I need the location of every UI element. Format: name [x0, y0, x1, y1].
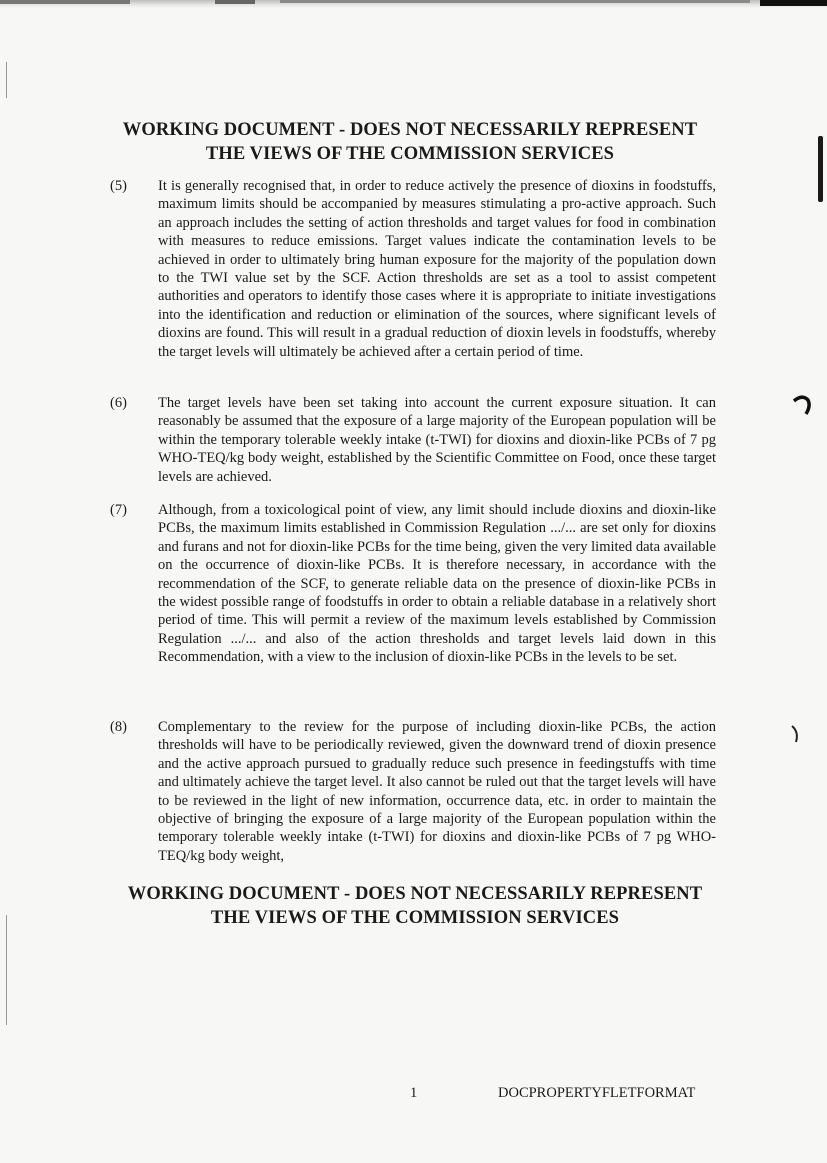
paragraph-7 — [110, 501, 718, 667]
paragraph-number: (6) — [110, 395, 127, 411]
paragraph-number: (7) — [110, 502, 127, 518]
header-banner-bottom — [65, 882, 765, 930]
paragraph-text: The target levels have been set taking into account the current exposure situation. It can reasonably be assumed that the exposure of a large majority of the European population will be within the temporary tolerable weekly intake (t-TWI) for dioxins and dioxin-like PCBs of 7 pg WHO-TEQ/kg body weight, established by the Scientific Committee on Food, once these target levels are achieved. — [158, 395, 716, 485]
scan-top-bar-long — [280, 0, 750, 3]
left-edge-mark-1 — [6, 62, 7, 98]
right-margin-hole-mark-2 — [789, 724, 803, 746]
paragraph-number: (5) — [110, 178, 127, 194]
scan-top-bar-right — [760, 0, 827, 6]
paragraph-number: (8) — [110, 719, 127, 735]
right-edge-mark — [818, 136, 823, 202]
paragraph-text: Complementary to the review for the purpose of including dioxin-like PCBs, the action thresholds will have to be periodically reviewed, given the downward trend of dioxin presence and the active approach pursued to gradually reduce such presence in feedingstuffs with time and ultimately achieve the target level. It also cannot be ruled out that the target levels will have to be reviewed in the light of new information, occurrence data, etc. in order to maintain the objective of bringing the exposure of a large majority of the European population within the temporary tolerable weekly intake (t-TWI) for dioxins and dioxin-like PCBs of 7 pg WHO-TEQ/kg body weight, — [158, 719, 716, 864]
page-number: 1 — [410, 1085, 418, 1101]
header-line-1: WORKING DOCUMENT - DOES NOT NECESSARILY REPRESENT — [122, 120, 698, 140]
paragraph-5 — [110, 177, 718, 361]
left-edge-mark-2 — [6, 915, 7, 1025]
paragraph-text: It is generally recognised that, in order to reduce actively the presence of dioxins in foodstuffs, maximum limits should be accompanied by measures stimulating a pro-active approach. Such an approach includes the setting of action thresholds and target values for food in combination with measures to reduce emissions. Target values indicate the contamination levels to be achieved in order to ultimately bring human exposure for the majority of the population down to the TWI value set by the SCF. Action thresholds are set as a tool to assist competent authorities and operators to identify those cases where it is appropriate to initiate investigations into the identification and reduction or elimination of the sources, where significant levels of dioxins are found. This will result in a gradual reduction of dioxin levels in foodstuffs, whereby the target levels will ultimately be achieved after a certain period of time. — [158, 178, 716, 360]
header-line-1: WORKING DOCUMENT - DOES NOT NECESSARILY REPRESENT — [127, 884, 703, 904]
header-banner-top — [60, 118, 760, 166]
paragraph-text: Although, from a toxicological point of view, any limit should include dioxins and dioxin-like PCBs, the maximum limits established in Commission Regulation .../... are set only for dioxins and furans and not for dioxin-like PCBs for the time being, given the very limited data available on the occurrence of dioxin-like PCBs. It is therefore necessary, in accordance with the recommendation of the SCF, to generate reliable data on the presence of dioxin-like PCBs in the widest possible range of foodstuffs in order to obtain a reliable database in a relatively short period of time. This will permit a review of the maximum levels established by Commission Regulation .../... and also of the action thresholds and target levels laid down in this Recommendation, with a view to the inclusion of dioxin-like PCBs in the levels to be set. — [158, 502, 716, 666]
paragraph-8 — [110, 718, 718, 865]
header-line-2: THE VIEWS OF THE COMMISSION SERVICES — [210, 908, 620, 928]
scan-top-bar-mid — [215, 0, 255, 4]
right-margin-hole-mark-1 — [792, 392, 814, 428]
paragraph-6 — [110, 394, 718, 486]
scan-top-bar-left — [0, 0, 130, 4]
header-line-2: THE VIEWS OF THE COMMISSION SERVICES — [205, 144, 615, 164]
doc-property-field: DOCPROPERTYFLETFORMAT — [498, 1085, 696, 1101]
